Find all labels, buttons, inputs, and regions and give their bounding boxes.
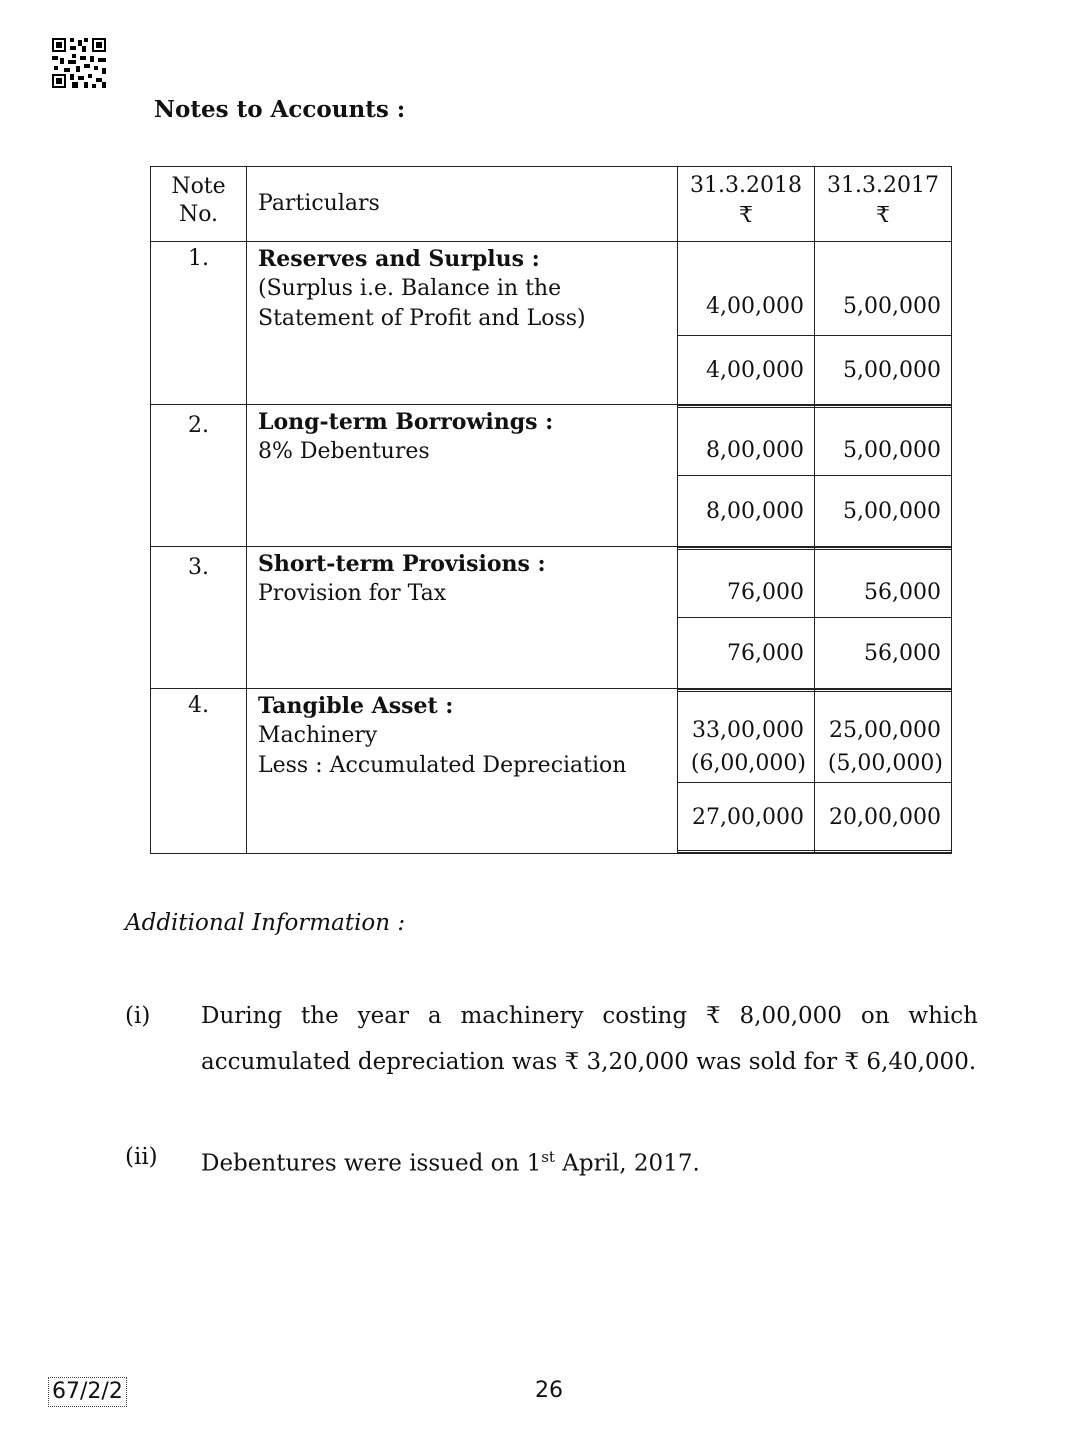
note-number: 4.: [151, 689, 247, 854]
note-title: Reserves and Surplus :: [258, 246, 540, 272]
note-line: Provision for Tax: [258, 581, 447, 606]
subtotal-rule: [815, 335, 951, 336]
subtotal-rule: [815, 475, 951, 476]
note-title: Long-term Borrowings :: [258, 409, 554, 435]
item-number: (i): [125, 1003, 151, 1029]
table-row: [151, 405, 952, 547]
note-particulars: [247, 405, 678, 547]
item-text-line: Debentures were issued on 1st April, 2017.: [201, 1148, 700, 1177]
amount-value: 5,00,000: [843, 294, 941, 319]
header-year-2018: 31.3.2018 ₹: [678, 167, 815, 242]
item-number: (ii): [125, 1144, 158, 1170]
note-line: Less : Accumulated Depreciation: [258, 753, 627, 778]
amount-value: 4,00,000: [706, 294, 804, 319]
subtotal-rule: [678, 617, 814, 618]
header-note-no: Note No.: [151, 167, 247, 242]
subtotal-rule: [678, 475, 814, 476]
amount-cell-2018: [678, 547, 815, 689]
amount-value: 33,00,000: [692, 718, 804, 743]
amount-total: 4,00,000: [706, 358, 804, 383]
amount-cell-2017: [815, 689, 952, 854]
subtotal-rule: [678, 335, 814, 336]
amount-value: 25,00,000: [829, 718, 941, 743]
item-text-line: accumulated depreciation was ₹ 3,20,000 was sold for ₹ 6,40,000.: [201, 1049, 977, 1075]
notes-table: [150, 166, 952, 854]
amount-total: 27,00,000: [692, 805, 804, 830]
amount-total: 8,00,000: [706, 499, 804, 524]
amount-cell-2018: [678, 405, 815, 547]
subtotal-rule: [678, 782, 814, 783]
note-particulars: [247, 242, 678, 405]
amount-value: 56,000: [864, 580, 941, 605]
note-line: Machinery: [258, 723, 378, 748]
amount-total: 5,00,000: [843, 358, 941, 383]
amount-value: 5,00,000: [843, 438, 941, 463]
page-number: 26: [535, 1378, 563, 1403]
note-line: Statement of Profit and Loss): [258, 306, 586, 331]
item-text-line: During the year a machinery costing ₹ 8,00,000 on which: [201, 1003, 978, 1029]
amount-cell-2017: [815, 405, 952, 547]
amount-total: 5,00,000: [843, 499, 941, 524]
amount-value: 76,000: [727, 580, 804, 605]
notes-heading: Notes to Accounts :: [154, 96, 406, 123]
table-row: [151, 689, 952, 854]
amount-cell-2018: [678, 242, 815, 405]
amount-cell-2018: [678, 689, 815, 854]
header-year-2017: 31.3.2017 ₹: [815, 167, 952, 242]
note-particulars: [247, 547, 678, 689]
amount-value: 8,00,000: [706, 438, 804, 463]
note-number: 3.: [151, 547, 247, 689]
note-title: Short-term Provisions :: [258, 551, 546, 577]
note-line: (Surplus i.e. Balance in the: [258, 276, 562, 301]
amount-cell-2017: [815, 242, 952, 405]
header-particulars: Particulars: [247, 167, 678, 242]
amount-total: 56,000: [864, 641, 941, 666]
amount-cell-2017: [815, 547, 952, 689]
amount-total: 76,000: [727, 641, 804, 666]
superscript: st: [541, 1148, 555, 1166]
amount-value: (6,00,000): [690, 751, 806, 776]
table-row: [151, 242, 952, 405]
subtotal-rule: [815, 782, 951, 783]
note-title: Tangible Asset :: [258, 693, 454, 719]
note-number: 1.: [151, 242, 247, 405]
table-header-row: [151, 167, 952, 242]
subtotal-rule: [815, 617, 951, 618]
amount-value: (5,00,000): [827, 751, 943, 776]
qr-code: [52, 38, 106, 88]
table-row: [151, 547, 952, 689]
amount-total: 20,00,000: [829, 805, 941, 830]
paper-code: 67/2/2: [48, 1377, 127, 1407]
note-particulars: [247, 689, 678, 854]
note-line: 8% Debentures: [258, 439, 430, 464]
note-number: 2.: [151, 405, 247, 547]
additional-info-heading: Additional Information :: [125, 910, 406, 936]
